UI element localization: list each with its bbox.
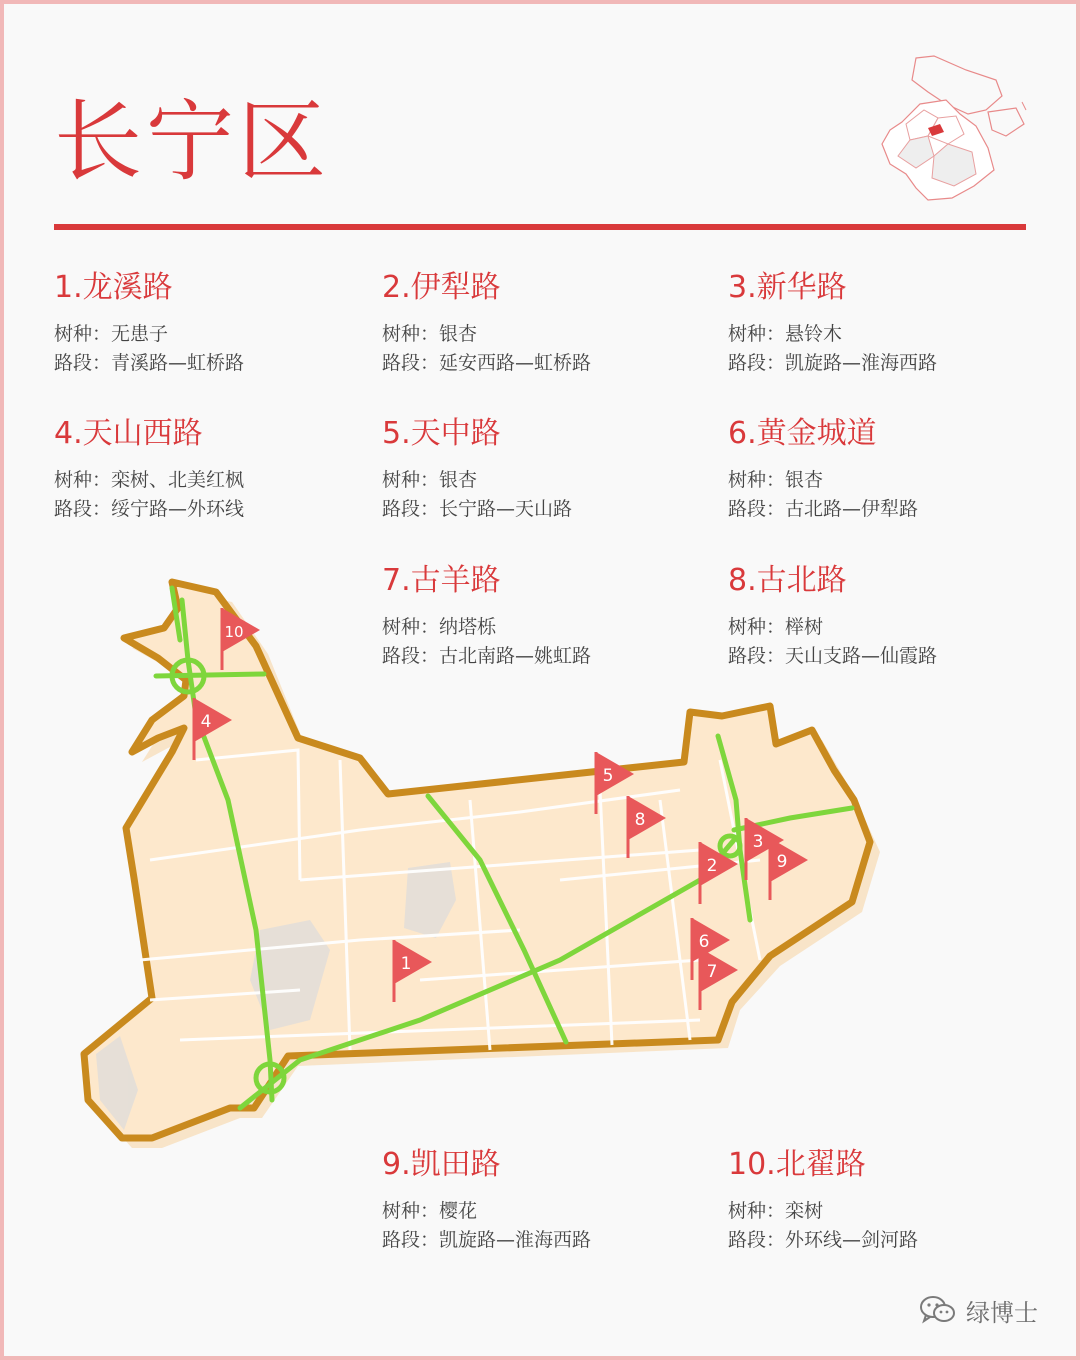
road-entry [54,270,374,378]
road-name: 3.新华路 [728,270,847,305]
road-section [54,495,374,524]
section-label: 路段： [54,352,112,374]
tree-species [382,1197,702,1226]
road-section [382,1226,702,1255]
flag-label: 7 [706,962,718,982]
flag-label: 2 [706,856,718,876]
section-label: 路段： [382,352,440,374]
section-value: 古北南路—姚虹路 [439,645,592,667]
watermark-text: 绿博士 [966,1298,1038,1327]
section-value: 绥宁路—外环线 [111,498,245,520]
shanghai-locator-map [876,52,1036,204]
section-label: 路段： [382,1229,440,1251]
title-divider [54,224,1026,230]
tree-value: 栾树 [785,1200,824,1222]
tree-species [54,466,374,495]
section-label: 路段： [728,645,786,667]
section-label: 路段： [382,645,440,667]
section-value: 凯旋路—淮海西路 [439,1229,592,1251]
tree-label: 树种： [728,469,786,491]
tree-label: 树种： [728,616,786,638]
road-entry [728,416,1048,524]
flag-label: 6 [698,932,710,952]
flag-label: 10 [224,623,244,641]
section-value: 外环线—剑河路 [785,1229,919,1251]
section-value: 凯旋路—淮海西路 [785,352,938,374]
section-label: 路段： [382,498,440,520]
tree-value: 栾树、北美红枫 [111,469,245,491]
road-entry [382,416,702,524]
road-name: 6.黄金城道 [728,416,877,451]
road-name: 1.龙溪路 [54,270,173,305]
tree-value: 银杏 [439,469,478,491]
tree-label: 树种： [54,323,112,345]
road-section [382,495,702,524]
road-section [54,349,374,378]
tree-species [382,466,702,495]
section-label: 路段： [728,352,786,374]
tree-species [728,466,1048,495]
road-section [728,1226,1048,1255]
tree-label: 树种： [382,323,440,345]
tree-value: 银杏 [439,323,478,345]
road-name: 8.古北路 [728,563,847,598]
road-entry [382,1147,702,1255]
tree-label: 树种： [382,616,440,638]
tree-value: 樱花 [439,1200,478,1222]
tree-label: 树种： [382,1200,440,1222]
road-entry [54,416,374,524]
section-value: 长宁路—天山路 [439,498,573,520]
road-name: 5.天中路 [382,416,501,451]
tree-value: 无患子 [111,323,169,345]
tree-species [382,320,702,349]
watermark [918,1290,1038,1330]
road-section [728,495,1048,524]
tree-species [54,320,374,349]
road-section [382,349,702,378]
road-section [728,349,1048,378]
road-name: 10.北翟路 [728,1147,866,1182]
road-name: 4.天山西路 [54,416,203,451]
road-entry [728,1147,1048,1255]
tree-species [728,320,1048,349]
flag-label: 9 [776,852,788,872]
tree-label: 树种： [54,469,112,491]
wechat-icon [918,1294,958,1326]
flag-label: 4 [200,712,212,732]
road-name: 9.凯田路 [382,1147,501,1182]
section-value: 延安西路—虹桥路 [439,352,592,374]
road-name: 7.古羊路 [382,563,501,598]
section-label: 路段： [728,498,786,520]
flag-label: 1 [400,954,412,974]
section-value: 天山支路—仙霞路 [785,645,938,667]
tree-value: 纳塔栎 [439,616,497,638]
tree-species [728,1197,1048,1226]
tree-value: 榉树 [785,616,824,638]
section-label: 路段： [54,498,112,520]
road-entry [728,270,1048,378]
section-value: 青溪路—虹桥路 [111,352,245,374]
section-label: 路段： [728,1229,786,1251]
tree-value: 悬铃木 [785,323,843,345]
flag-label: 8 [634,810,646,830]
road-name: 2.伊犁路 [382,270,501,305]
tree-label: 树种： [728,1200,786,1222]
road-entry [382,270,702,378]
flag-label: 3 [752,832,764,852]
district-map [0,560,900,1160]
section-value: 古北路—伊犁路 [785,498,919,520]
tree-label: 树种： [728,323,786,345]
flag-label: 5 [602,766,614,786]
tree-label: 树种： [382,469,440,491]
tree-value: 银杏 [785,469,824,491]
page-title: 长宁区 [54,90,331,193]
